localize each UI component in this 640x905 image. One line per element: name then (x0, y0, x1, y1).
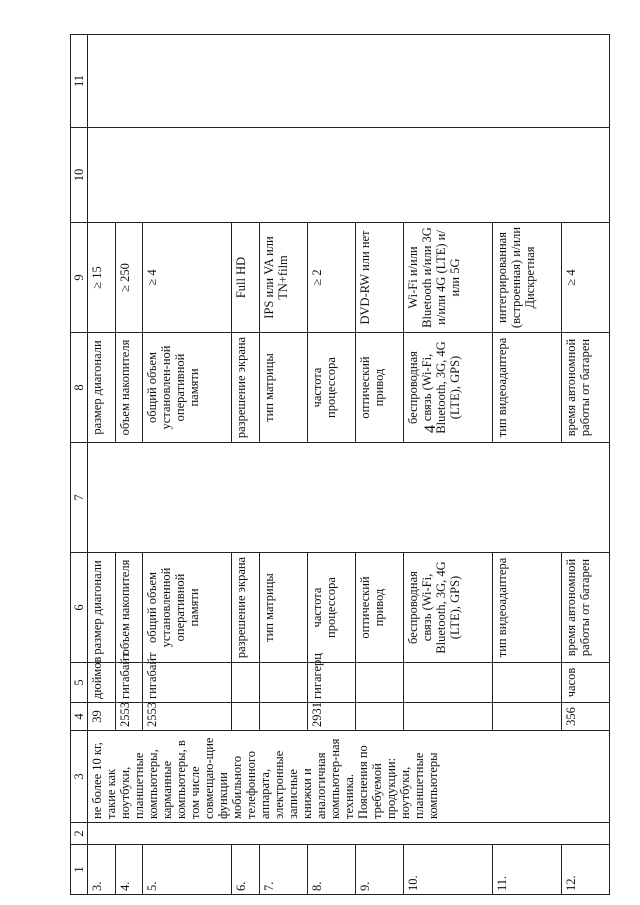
characteristic-name-2: время автономной работы от батарен (561, 333, 609, 443)
header-cell: 5 (71, 663, 88, 703)
header-cell: 6 (71, 553, 88, 663)
unit-code: 356 (561, 703, 609, 731)
empty-cell (88, 128, 610, 223)
characteristic-name-2: разрешение экрана (232, 333, 260, 443)
header-cell: 2 (71, 823, 88, 845)
characteristic-name-2: тип видеоадаптера (493, 333, 562, 443)
header-row (71, 35, 88, 895)
unit-code (232, 703, 260, 731)
unit-code (260, 703, 308, 731)
unit-code: 2931 (308, 703, 356, 731)
header-cell: 4 (71, 703, 88, 731)
characteristic-name-2: размер диагонали (88, 333, 116, 443)
row-number: 4. (115, 845, 143, 895)
empty-cell (88, 35, 610, 128)
row-number: 6. (232, 845, 260, 895)
table-row (88, 35, 116, 895)
header-cell: 9 (71, 223, 88, 333)
unit-code (404, 703, 493, 731)
characteristic-name-2: беспроводная связь (Wi-Fi, Bluetooth, 3G, 4G (LTE), GPS) (404, 333, 493, 443)
unit-name (404, 663, 493, 703)
header-cell: 1 (71, 845, 88, 895)
characteristic-name: беспроводная связь (Wi-Fi, Bluetooth, 3G, 4G (LTE), GPS) (404, 553, 493, 663)
header-cell: 3 (71, 731, 88, 823)
header-cell: 10 (71, 128, 88, 223)
characteristic-value: ≥ 250 (115, 223, 143, 333)
empty-cell (88, 443, 610, 553)
characteristic-value: ≥ 2 (308, 223, 356, 333)
row-number: 10. (404, 845, 493, 895)
characteristic-name: частота процессора (308, 553, 356, 663)
characteristic-value: интегрированная (встроенная) и/или Дискретная (493, 223, 562, 333)
unit-name (232, 663, 260, 703)
unit-name: гигабайт (115, 663, 143, 703)
characteristic-name: разрешение экрана (232, 553, 260, 663)
unit-name (260, 663, 308, 703)
row-number: 5. (143, 845, 232, 895)
header-cell: 7 (71, 443, 88, 553)
unit-name: гигабайт (143, 663, 232, 703)
page-number: 4 (422, 425, 439, 433)
unit-code (356, 703, 404, 731)
unit-name: гигагерц (308, 663, 356, 703)
characteristic-name: общий объем установленной оперативной памяти (143, 553, 232, 663)
unit-code (493, 703, 562, 731)
characteristic-name: время автономной работы от батарен (561, 553, 609, 663)
characteristic-name: тип матрицы (260, 553, 308, 663)
row-number: 8. (308, 845, 356, 895)
unit-name: дюймов (88, 663, 116, 703)
header-cell: 11 (71, 35, 88, 128)
row-number: 3. (88, 845, 116, 895)
characteristic-name: тип видеоадаптера (493, 553, 562, 663)
characteristic-value: DVD-RW или нет (356, 223, 404, 333)
row-number: 11. (493, 845, 562, 895)
characteristic-name: размер диагонали (88, 553, 116, 663)
unit-name: часов (561, 663, 609, 703)
unit-code: 39 (88, 703, 116, 731)
empty-cell (88, 823, 610, 845)
characteristic-name: объем накопителя (115, 553, 143, 663)
characteristic-value: ≥ 4 (143, 223, 232, 333)
row-number: 12. (561, 845, 609, 895)
unit-name (356, 663, 404, 703)
rotated-table-wrapper (70, 35, 610, 895)
characteristic-name-2: частота процессора (308, 333, 356, 443)
characteristic-value: IPS или VA или TN+film (260, 223, 308, 333)
characteristic-name-2: общий объем установлен-ной оперативной памяти (143, 333, 232, 443)
row-number: 7. (260, 845, 308, 895)
characteristic-name-2: объем накопителя (115, 333, 143, 443)
characteristic-value: ≥ 4 (561, 223, 609, 333)
characteristic-name: оптический привод (356, 553, 404, 663)
spec-table (70, 34, 610, 895)
unit-code: 2553 (115, 703, 143, 731)
characteristic-name-2: оптический привод (356, 333, 404, 443)
characteristic-value: Wi-Fi и/или Bluetooth и/или 3G и/или 4G (LTE) и/или 5G (404, 223, 493, 333)
characteristic-name-2: тип матрицы (260, 333, 308, 443)
characteristic-value: ≥ 15 (88, 223, 116, 333)
unit-name (493, 663, 562, 703)
unit-code: 2553 (143, 703, 232, 731)
characteristic-value: Full HD (232, 223, 260, 333)
header-cell: 8 (71, 333, 88, 443)
product-description: не более 10 кг, такие как ноутбуки, планшетные компьютеры, карманные компьютеры, в том числе совмещаю-щие функции мобильного телефонного аппарата, электронные записные книжки и аналогичная компьютер-ная техника. Пояснения по требуемой продукции: ноутбуки, планшетные компьютеры (88, 731, 610, 823)
row-number: 9. (356, 845, 404, 895)
